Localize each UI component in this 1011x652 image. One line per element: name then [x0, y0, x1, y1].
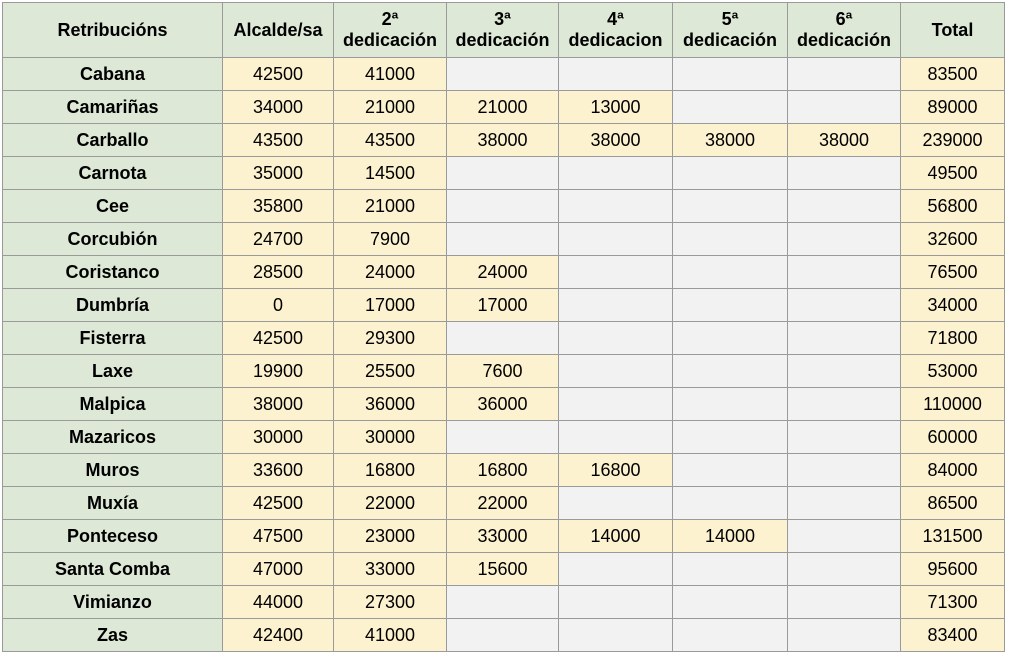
table-row: [3, 157, 1005, 190]
empty-cell: [447, 322, 559, 355]
column-header-text: dedicación: [342, 30, 438, 50]
value-cell: 24000: [447, 256, 559, 289]
total-cell: 239000: [901, 124, 1005, 157]
empty-cell: [788, 289, 901, 322]
value-cell: 30000: [223, 421, 334, 454]
table-row: [3, 520, 1005, 553]
empty-cell: [673, 586, 788, 619]
empty-cell: [788, 454, 901, 487]
empty-cell: [788, 256, 901, 289]
municipality-name: Carnota: [3, 157, 223, 190]
value-cell: 38000: [788, 124, 901, 157]
value-cell: 16800: [447, 454, 559, 487]
empty-cell: [788, 487, 901, 520]
empty-cell: [788, 91, 901, 124]
municipality-name: Corcubión: [3, 223, 223, 256]
table-row: [3, 586, 1005, 619]
municipality-name: Cee: [3, 190, 223, 223]
value-cell: 34000: [223, 91, 334, 124]
value-cell: 33600: [223, 454, 334, 487]
value-cell: 13000: [559, 91, 673, 124]
column-header-text: 3ª: [494, 9, 511, 29]
empty-cell: [788, 355, 901, 388]
empty-cell: [788, 322, 901, 355]
empty-cell: [673, 487, 788, 520]
value-cell: 47000: [223, 553, 334, 586]
empty-cell: [788, 223, 901, 256]
total-cell: 83500: [901, 58, 1005, 91]
empty-cell: [673, 454, 788, 487]
empty-cell: [673, 91, 788, 124]
value-cell: 24000: [334, 256, 447, 289]
empty-cell: [447, 223, 559, 256]
value-cell: 38000: [223, 388, 334, 421]
empty-cell: [788, 58, 901, 91]
table-row: [3, 91, 1005, 124]
total-cell: 83400: [901, 619, 1005, 652]
empty-cell: [447, 619, 559, 652]
municipality-name: Camariñas: [3, 91, 223, 124]
column-header: [788, 3, 901, 58]
value-cell: 36000: [334, 388, 447, 421]
empty-cell: [447, 586, 559, 619]
value-cell: 38000: [673, 124, 788, 157]
value-cell: 14500: [334, 157, 447, 190]
municipality-name: Vimianzo: [3, 586, 223, 619]
value-cell: 35800: [223, 190, 334, 223]
value-cell: 30000: [334, 421, 447, 454]
empty-cell: [559, 421, 673, 454]
table-row: [3, 487, 1005, 520]
total-cell: 76500: [901, 256, 1005, 289]
empty-cell: [559, 355, 673, 388]
total-cell: 95600: [901, 553, 1005, 586]
municipality-name: Muxía: [3, 487, 223, 520]
column-header: [673, 3, 788, 58]
value-cell: 17000: [447, 289, 559, 322]
municipality-name: Malpica: [3, 388, 223, 421]
table-body: [3, 58, 1005, 652]
municipality-name: Dumbría: [3, 289, 223, 322]
table-row: [3, 421, 1005, 454]
empty-cell: [447, 421, 559, 454]
value-cell: 43500: [334, 124, 447, 157]
municipality-name: Cabana: [3, 58, 223, 91]
column-header-text: dedicacion: [568, 30, 663, 50]
municipality-name: Muros: [3, 454, 223, 487]
empty-cell: [559, 553, 673, 586]
value-cell: 16800: [559, 454, 673, 487]
empty-cell: [788, 421, 901, 454]
value-cell: 19900: [223, 355, 334, 388]
value-cell: 42400: [223, 619, 334, 652]
column-header-text: 2ª: [381, 9, 399, 29]
empty-cell: [673, 322, 788, 355]
table-row: [3, 190, 1005, 223]
total-cell: 32600: [901, 223, 1005, 256]
value-cell: 36000: [447, 388, 559, 421]
empty-cell: [447, 58, 559, 91]
table-row: [3, 454, 1005, 487]
column-header-text: dedicación: [682, 30, 778, 50]
value-cell: 17000: [334, 289, 447, 322]
empty-cell: [673, 421, 788, 454]
value-cell: 38000: [559, 124, 673, 157]
column-header-text: dedicación: [796, 30, 892, 50]
column-header-text: dedicación: [455, 30, 550, 50]
empty-cell: [673, 223, 788, 256]
value-cell: 21000: [334, 91, 447, 124]
empty-cell: [788, 520, 901, 553]
total-cell: 110000: [901, 388, 1005, 421]
table-row: [3, 388, 1005, 421]
total-cell: 131500: [901, 520, 1005, 553]
empty-cell: [559, 289, 673, 322]
column-header-text: 6ª: [835, 9, 853, 29]
municipality-name: Zas: [3, 619, 223, 652]
table-row: [3, 355, 1005, 388]
empty-cell: [559, 190, 673, 223]
empty-cell: [788, 157, 901, 190]
table-row: [3, 58, 1005, 91]
empty-cell: [788, 619, 901, 652]
empty-cell: [788, 553, 901, 586]
total-cell: 56800: [901, 190, 1005, 223]
empty-cell: [559, 58, 673, 91]
municipality-name: Carballo: [3, 124, 223, 157]
column-header: [334, 3, 447, 58]
empty-cell: [559, 223, 673, 256]
table-row: [3, 256, 1005, 289]
municipality-name: Santa Comba: [3, 553, 223, 586]
column-header: [559, 3, 673, 58]
column-header-text: 5ª: [721, 9, 739, 29]
empty-cell: [559, 586, 673, 619]
column-header: [901, 3, 1005, 58]
total-cell: 34000: [901, 289, 1005, 322]
value-cell: 7900: [334, 223, 447, 256]
value-cell: 42500: [223, 487, 334, 520]
table-row: [3, 289, 1005, 322]
value-cell: 24700: [223, 223, 334, 256]
value-cell: 47500: [223, 520, 334, 553]
empty-cell: [559, 157, 673, 190]
value-cell: 43500: [223, 124, 334, 157]
table-row: [3, 322, 1005, 355]
value-cell: 35000: [223, 157, 334, 190]
total-cell: 71300: [901, 586, 1005, 619]
column-header-text: 4ª: [607, 9, 624, 29]
value-cell: 41000: [334, 58, 447, 91]
empty-cell: [673, 553, 788, 586]
value-cell: 29300: [334, 322, 447, 355]
empty-cell: [447, 157, 559, 190]
empty-cell: [673, 58, 788, 91]
header-row: [3, 3, 1005, 58]
value-cell: 0: [223, 289, 334, 322]
value-cell: 16800: [334, 454, 447, 487]
empty-cell: [788, 388, 901, 421]
empty-cell: [673, 256, 788, 289]
value-cell: 7600: [447, 355, 559, 388]
empty-cell: [673, 619, 788, 652]
empty-cell: [673, 388, 788, 421]
value-cell: 25500: [334, 355, 447, 388]
retribucions-table: [2, 2, 1005, 652]
column-header: [3, 3, 223, 58]
value-cell: 44000: [223, 586, 334, 619]
value-cell: 14000: [673, 520, 788, 553]
municipality-name: Fisterra: [3, 322, 223, 355]
empty-cell: [559, 388, 673, 421]
empty-cell: [673, 289, 788, 322]
empty-cell: [673, 355, 788, 388]
table-header: [3, 3, 1005, 58]
municipality-name: Laxe: [3, 355, 223, 388]
empty-cell: [559, 487, 673, 520]
column-header-text: Retribucións: [57, 19, 168, 40]
empty-cell: [559, 322, 673, 355]
column-header-text: Alcalde/sa: [233, 19, 323, 40]
value-cell: 15600: [447, 553, 559, 586]
value-cell: 21000: [447, 91, 559, 124]
value-cell: 27300: [334, 586, 447, 619]
total-cell: 49500: [901, 157, 1005, 190]
total-cell: 84000: [901, 454, 1005, 487]
column-header: [223, 3, 334, 58]
value-cell: 33000: [334, 553, 447, 586]
value-cell: 23000: [334, 520, 447, 553]
total-cell: 53000: [901, 355, 1005, 388]
empty-cell: [673, 190, 788, 223]
value-cell: 14000: [559, 520, 673, 553]
empty-cell: [673, 157, 788, 190]
value-cell: 42500: [223, 322, 334, 355]
table-row: [3, 619, 1005, 652]
column-header-text: Total: [931, 19, 974, 40]
total-cell: 86500: [901, 487, 1005, 520]
value-cell: 21000: [334, 190, 447, 223]
empty-cell: [559, 619, 673, 652]
table-row: [3, 124, 1005, 157]
table-row: [3, 223, 1005, 256]
table-row: [3, 553, 1005, 586]
empty-cell: [788, 190, 901, 223]
total-cell: 89000: [901, 91, 1005, 124]
empty-cell: [788, 586, 901, 619]
municipality-name: Mazaricos: [3, 421, 223, 454]
empty-cell: [559, 256, 673, 289]
value-cell: 22000: [334, 487, 447, 520]
total-cell: 71800: [901, 322, 1005, 355]
municipality-name: Ponteceso: [3, 520, 223, 553]
value-cell: 33000: [447, 520, 559, 553]
value-cell: 28500: [223, 256, 334, 289]
value-cell: 42500: [223, 58, 334, 91]
value-cell: 41000: [334, 619, 447, 652]
value-cell: 38000: [447, 124, 559, 157]
value-cell: 22000: [447, 487, 559, 520]
total-cell: 60000: [901, 421, 1005, 454]
municipality-name: Coristanco: [3, 256, 223, 289]
column-header: [447, 3, 559, 58]
empty-cell: [447, 190, 559, 223]
